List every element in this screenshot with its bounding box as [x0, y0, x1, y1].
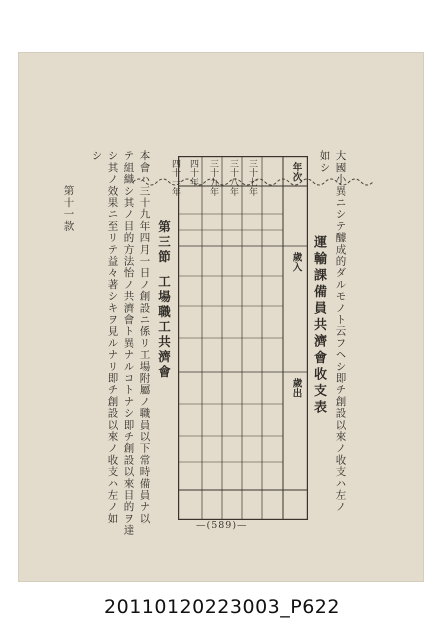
body-line: 本會ハ三十九年四月一日ノ創設ニ係リ工場附屬ノ職員以下常時備員ナ以: [138, 150, 151, 525]
table-year-label: 三十九年: [208, 159, 218, 197]
intro-line: 大國小異ニシテ醵成的ダルモノト云フヘシ即チ創設以來ノ收支ハ左ノ: [334, 150, 347, 513]
table-year-label: 三十七年: [247, 159, 257, 197]
table-year-label: 四十年: [188, 159, 198, 187]
page-number: —(589)—: [196, 520, 248, 531]
table-expense-header: 歲出: [290, 378, 302, 398]
table-year-label: 三十八年: [228, 159, 238, 197]
table-year-header: 年次: [290, 162, 302, 182]
body-last-line: シ: [90, 150, 103, 162]
body-line: テ組織シ其ノ目的方法怡ノ共濟會ト異ナルコトナシ即チ創設以來目的ヲ達: [122, 150, 135, 537]
revenue-expense-table: [170, 156, 308, 520]
table-title: 運輸課備員共濟會收支表: [311, 235, 326, 417]
section-number: 第三節: [156, 220, 172, 265]
section-title: 工場職工共濟會: [156, 275, 172, 380]
image-caption: 20110120223003_P622: [104, 596, 340, 618]
section-heading: [157, 220, 170, 380]
table-year-label: 四十一年: [170, 159, 180, 197]
section-marker: 第十一款: [62, 185, 75, 232]
intro-line: 如シ: [318, 150, 331, 174]
body-line: シ其ノ效果ニ至リテ益々著シキヲ見ルナリ即チ創設以來ノ收支ハ左ノ如: [106, 150, 119, 525]
table-income-header: 歲入: [290, 252, 302, 272]
table-grid: [178, 156, 308, 520]
